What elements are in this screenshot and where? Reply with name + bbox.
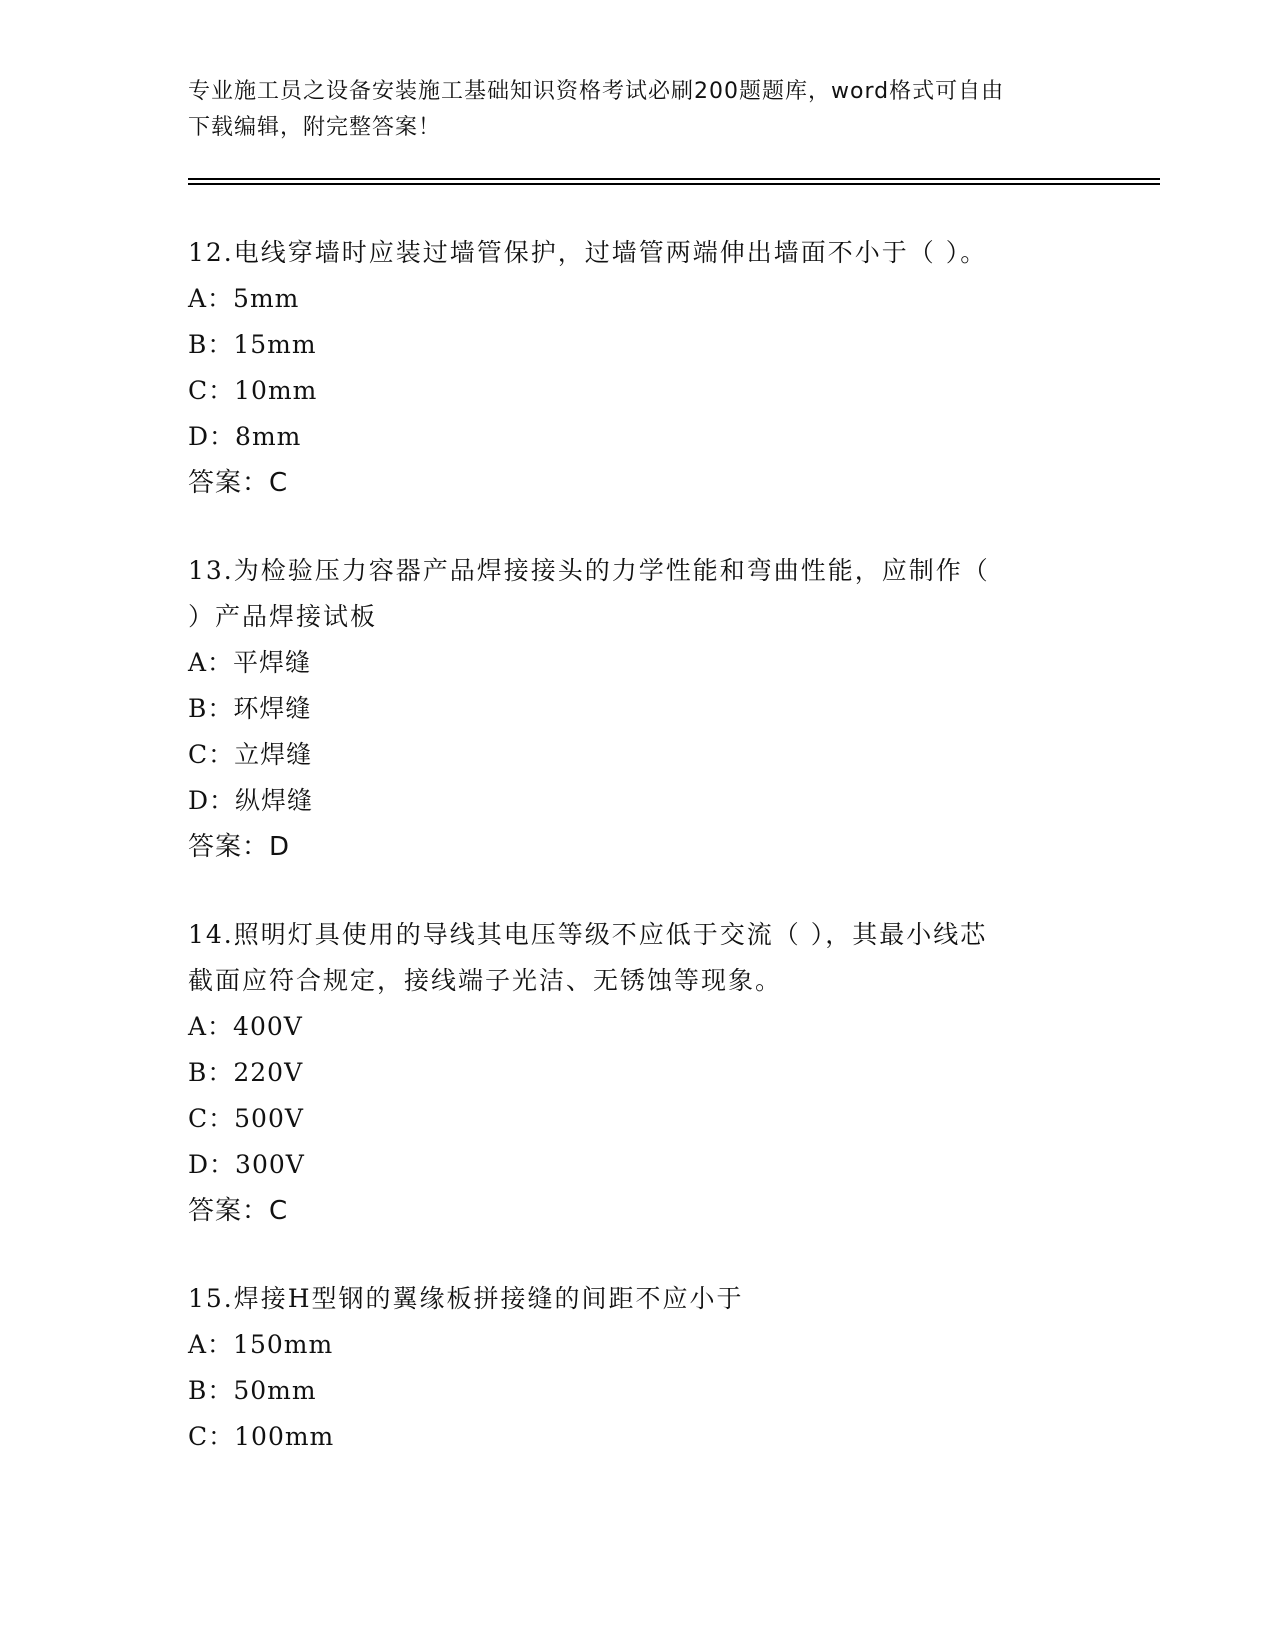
question-15 <box>188 1276 1088 1460</box>
header-line-1: 专业施工员之设备安装施工基础知识资格考试必刷200题题库，word格式可自由 <box>188 79 1005 104</box>
header-divider-top <box>188 178 1160 180</box>
option-c: C：100mm <box>188 1422 335 1451</box>
question-list <box>188 230 1088 1502</box>
question-stem: 12.电线穿墙时应装过墙管保护，过墙管两端伸出墙面不小于（ ）。 <box>188 238 988 267</box>
option-c: C：立焊缝 <box>188 740 313 769</box>
answer: 答案：C <box>188 1196 289 1226</box>
question-14 <box>188 912 1088 1234</box>
option-b: B：220V <box>188 1058 304 1087</box>
question-stem-continued: ）产品焊接试板 <box>188 602 378 631</box>
option-b: B：15mm <box>188 330 317 359</box>
option-d: D：300V <box>188 1150 305 1179</box>
question-12 <box>188 230 1088 506</box>
question-stem: 15.焊接H型钢的翼缘板拼接缝的间距不应小于 <box>188 1284 744 1313</box>
option-a: A：5mm <box>188 284 300 313</box>
option-c: C：10mm <box>188 376 318 405</box>
question-13 <box>188 548 1088 870</box>
option-b: B：50mm <box>188 1376 317 1405</box>
question-stem-continued: 截面应符合规定，接线端子光洁、无锈蚀等现象。 <box>188 966 783 995</box>
option-d: D：纵焊缝 <box>188 786 314 815</box>
option-a: A：平焊缝 <box>188 648 312 677</box>
option-a: A：400V <box>188 1012 303 1041</box>
header-line-2: 下载编辑，附完整答案！ <box>188 115 442 140</box>
answer: 答案：D <box>188 832 291 862</box>
answer: 答案：C <box>188 468 289 498</box>
option-a: A：150mm <box>188 1330 334 1359</box>
question-stem: 13.为检验压力容器产品焊接接头的力学性能和弯曲性能，应制作（ <box>188 556 990 585</box>
option-d: D：8mm <box>188 422 302 451</box>
header-divider-bottom <box>188 183 1160 185</box>
option-c: C：500V <box>188 1104 304 1133</box>
option-b: B：环焊缝 <box>188 694 312 723</box>
document-header <box>188 74 1088 146</box>
question-stem: 14.照明灯具使用的导线其电压等级不应低于交流（ ），其最小线芯 <box>188 920 988 949</box>
